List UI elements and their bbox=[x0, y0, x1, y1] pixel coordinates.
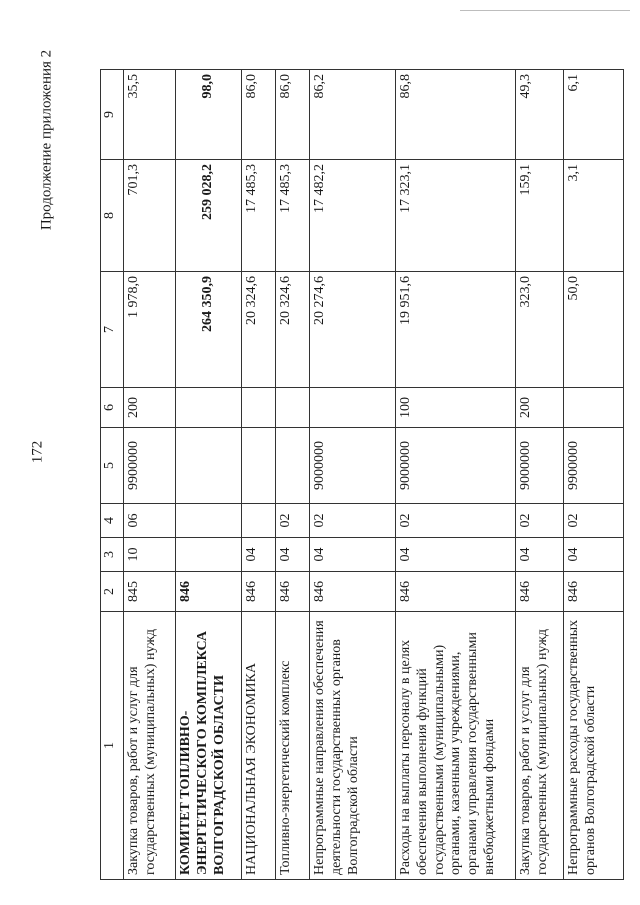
cell-code: 02 bbox=[310, 504, 396, 538]
cell-value: 98,0 bbox=[176, 70, 242, 160]
cell-code: 04 bbox=[242, 538, 276, 572]
cell-code: 04 bbox=[276, 538, 310, 572]
cell-code: 02 bbox=[396, 504, 516, 538]
column-header: 2 bbox=[101, 572, 124, 612]
table-row bbox=[310, 70, 396, 880]
cell-value: 50,0 bbox=[564, 272, 624, 388]
table-row bbox=[516, 70, 564, 880]
cell-value: 17 482,2 bbox=[310, 160, 396, 272]
header-row bbox=[101, 70, 124, 880]
column-header: 6 bbox=[101, 388, 124, 428]
cell-code: 845 bbox=[124, 572, 176, 612]
cell-code: 846 bbox=[516, 572, 564, 612]
cell-value: 259 028,2 bbox=[176, 160, 242, 272]
cell-value: 20 324,6 bbox=[242, 272, 276, 388]
cell-code: 04 bbox=[310, 538, 396, 572]
cell-code bbox=[276, 388, 310, 428]
cell-code: 9000000 bbox=[310, 428, 396, 504]
row-name: Непрограммные расходы государственных органов Волгоградской области bbox=[564, 612, 624, 880]
rotated-table-container bbox=[100, 70, 630, 880]
table-row bbox=[396, 70, 516, 880]
cell-code bbox=[176, 538, 242, 572]
column-header: 9 bbox=[101, 70, 124, 160]
cell-value: 1 978,0 bbox=[124, 272, 176, 388]
table-row bbox=[176, 70, 242, 880]
cell-code: 100 bbox=[396, 388, 516, 428]
cell-code bbox=[564, 388, 624, 428]
cell-value: 3,1 bbox=[564, 160, 624, 272]
cell-value: 17 485,3 bbox=[242, 160, 276, 272]
column-header: 3 bbox=[101, 538, 124, 572]
cell-value: 35,5 bbox=[124, 70, 176, 160]
cell-code: 9900000 bbox=[564, 428, 624, 504]
cell-code: 200 bbox=[516, 388, 564, 428]
row-name: НАЦИОНАЛЬНАЯ ЭКОНОМИКА bbox=[242, 612, 276, 880]
cell-code: 02 bbox=[516, 504, 564, 538]
cell-code: 04 bbox=[396, 538, 516, 572]
cell-code: 04 bbox=[516, 538, 564, 572]
cell-value: 264 350,9 bbox=[176, 272, 242, 388]
cell-value: 6,1 bbox=[564, 70, 624, 160]
cell-code: 846 bbox=[564, 572, 624, 612]
scan-edge-line bbox=[460, 10, 630, 11]
table-row bbox=[276, 70, 310, 880]
appendix-continuation-title: Продолжение приложения 2 bbox=[38, 49, 55, 231]
row-name: Закупка товаров, работ и услуг для государственных (муниципальных) нужд bbox=[124, 612, 176, 880]
cell-code: 9000000 bbox=[516, 428, 564, 504]
cell-code: 846 bbox=[176, 572, 242, 612]
cell-code: 846 bbox=[242, 572, 276, 612]
row-name: КОМИТЕТ ТОПЛИВНО-ЭНЕРГЕТИЧЕСКОГО КОМПЛЕКСА ВОЛГОГРАДСКОЙ ОБЛАСТИ bbox=[176, 612, 242, 880]
cell-code bbox=[176, 504, 242, 538]
cell-value: 49,3 bbox=[516, 70, 564, 160]
cell-code bbox=[242, 428, 276, 504]
cell-value: 701,3 bbox=[124, 160, 176, 272]
cell-code: 846 bbox=[276, 572, 310, 612]
cell-code: 9000000 bbox=[396, 428, 516, 504]
cell-value: 86,0 bbox=[242, 70, 276, 160]
cell-value: 17 485,3 bbox=[276, 160, 310, 272]
cell-code bbox=[176, 428, 242, 504]
cell-value: 159,1 bbox=[516, 160, 564, 272]
cell-value: 86,8 bbox=[396, 70, 516, 160]
column-header: 7 bbox=[101, 272, 124, 388]
cell-code bbox=[176, 388, 242, 428]
cell-code: 846 bbox=[396, 572, 516, 612]
cell-value: 20 324,6 bbox=[276, 272, 310, 388]
cell-code: 04 bbox=[564, 538, 624, 572]
cell-value: 86,0 bbox=[276, 70, 310, 160]
cell-code bbox=[276, 428, 310, 504]
row-name: Расходы на выплаты персоналу в целях обеспечения выполнения функций государственными (муниципальными) органами, казенными учреждениями, органами управления государственными внебюджетными фондами bbox=[396, 612, 516, 880]
table-row bbox=[242, 70, 276, 880]
row-name: Закупка товаров, работ и услуг для государственных (муниципальных) нужд bbox=[516, 612, 564, 880]
cell-code: 02 bbox=[276, 504, 310, 538]
row-name: Топливно-энергетический комплекс bbox=[276, 612, 310, 880]
cell-code bbox=[242, 504, 276, 538]
cell-value: 19 951,6 bbox=[396, 272, 516, 388]
cell-code: 9900000 bbox=[124, 428, 176, 504]
cell-code: 200 bbox=[124, 388, 176, 428]
column-header: 5 bbox=[101, 428, 124, 504]
cell-code: 06 bbox=[124, 504, 176, 538]
cell-code bbox=[310, 388, 396, 428]
cell-value: 20 274,6 bbox=[310, 272, 396, 388]
table-row bbox=[564, 70, 624, 880]
column-header: 8 bbox=[101, 160, 124, 272]
cell-value: 323,0 bbox=[516, 272, 564, 388]
cell-code bbox=[242, 388, 276, 428]
page-number: 172 bbox=[29, 440, 46, 464]
cell-code: 02 bbox=[564, 504, 624, 538]
budget-table bbox=[100, 69, 624, 880]
cell-code: 846 bbox=[310, 572, 396, 612]
cell-value: 17 323,1 bbox=[396, 160, 516, 272]
cell-value: 86,2 bbox=[310, 70, 396, 160]
row-name: Непрограммные направления обеспечения деятельности государственных органов Волгоградской области bbox=[310, 612, 396, 880]
cell-code: 10 bbox=[124, 538, 176, 572]
table-row bbox=[124, 70, 176, 880]
column-header: 4 bbox=[101, 504, 124, 538]
column-header: 1 bbox=[101, 612, 124, 880]
